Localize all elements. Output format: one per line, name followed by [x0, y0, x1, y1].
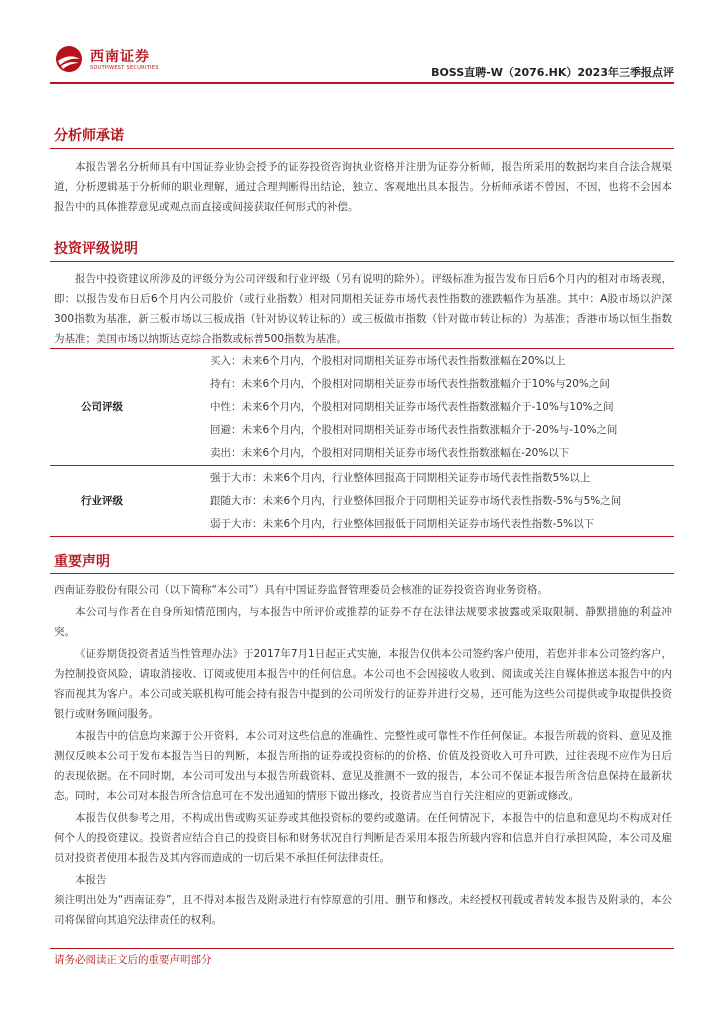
page-header — [50, 38, 674, 82]
document-title: BOSS直聘-W（2076.HK）2023年三季报点评 — [431, 66, 674, 79]
disclaimer-paragraph: 本报告中的信息均来源于公开资料，本公司对这些信息的准确性、完整性或可靠性不作任何保证。本报告所载的资料、意见及推测仅反映本公司于发布本报告当日的判断，本报告所指的证券或投资标的的价格、价值及投资收入可升可跌，过往表现不应作为日后的表现依据。在不同时期，本公司可发出与本报告所载资料、意见及推测不一致的报告，本公司不保证本报告所含信息保持在最新状态。同时，本公司对本报告所含信息可在不发出通知的情形下做出修改，投资者应当自行关注相应的更新或修改。 — [54, 730, 672, 802]
analyst-section-divider — [50, 148, 674, 149]
disclaimer-paragraph-heading: 本报告 — [75, 874, 107, 886]
disclaimer-body — [54, 580, 672, 930]
industry-rating-item: 强于大市：未来6个月内，行业整体回报高于同期相关证券市场代表性指数5%以上 — [210, 472, 591, 484]
company-rating-item: 回避：未来6个月内，个股相对同期相关证券市场代表性指数涨幅介于-20%与-10%之间 — [210, 424, 618, 436]
disclaimer-paragraph: 《证券期货投资者适当性管理办法》于2017年7月1日起正式实施，本报告仅供本公司签约客户使用，若您并非本公司签约客户，为控制投资风险，请取消接收、订阅或使用本报告中的任何信息。本公司也不会因接收人收到、阅读或关注自媒体推送本报告中的内容而视其为客户。本公司或关联机构可能会持有报告中提到的公司所发行的证券并进行交易，还可能为这些公司提供或争取提供投资银行或财务顾问服务。 — [54, 648, 672, 720]
disclaimer-section-title: 重要声明 — [54, 554, 110, 570]
rating-text: 报告中投资建议所涉及的评级分为公司评级和行业评级（另有说明的除外）。评级标准为报告发布日后6个月内的相对市场表现，即：以报告发布日后6个月内公司股价（或行业指数）相对同期相关证券市场代表性指数的涨跌幅作为基准。其中：A股市场以沪深300指数为基准，新三板市场以三板成指（针对协议转让标的）或三板做市指数（针对做市转让标的）为基准；香港市场以恒生指数为基准；美国市场以纳斯达克综合指数或标普500指数为基准。 — [54, 273, 672, 345]
company-rating-item: 中性：未来6个月内，个股相对同期相关证券市场代表性指数涨幅介于-10%与10%之间 — [210, 401, 614, 413]
rating-section-divider — [50, 261, 674, 262]
table-row — [50, 349, 674, 372]
company-rating-table — [50, 349, 674, 464]
company-rating-item: 卖出：未来6个月内，个股相对同期相关证券市场代表性指数涨幅在-20%以下 — [210, 447, 570, 459]
header-divider — [50, 82, 674, 84]
analyst-text: 本报告署名分析师具有中国证券业协会授予的证券投资咨询执业资格并注册为证券分析师，报告所采用的数据均来自合法合规渠道，分析逻辑基于分析师的职业理解，通过合理判断得出结论，独立、客观地出具本报告。分析师承诺不曾因，不因，也将不会因本报告中的具体推荐意见或观点而直接或间接获取任何形式的补偿。 — [54, 161, 672, 213]
disclaimer-paragraph: 本报告仅供参考之用，不构成出售或购买证券或其他投资标的要约或邀请。在任何情况下，本报告中的信息和意见均不构成对任何个人的投资建议。投资者应结合自己的投资目标和财务状况自行判断是否采用本报告所载内容和信息并自行承担风险，本公司及雇员对投资者使用本报告及其内容而造成的一切后果不承担任何法律责任。 — [54, 812, 672, 864]
industry-rating-item: 弱于大市：未来6个月内，行业整体回报低于同期相关证券市场代表性指数-5%以下 — [210, 518, 595, 530]
industry-rating-label: 行业评级 — [81, 495, 123, 507]
footer-notice: 请务必阅读正文后的重要声明部分 — [54, 954, 212, 966]
footer-divider — [50, 948, 674, 949]
logo-text-en: SOUTHWEST SECURITIES — [90, 65, 159, 71]
rating-table-bottom-rule — [50, 536, 674, 537]
logo-text-cn: 西南证券 — [90, 49, 150, 65]
disclaimer-section-divider — [50, 573, 674, 574]
rating-paragraph — [54, 269, 672, 349]
disclaimer-paragraph: 西南证券股份有限公司（以下简称“本公司”）具有中国证券监督管理委员会核准的证券投资咨询业务资格。 — [54, 584, 548, 596]
rating-section-title: 投资评级说明 — [54, 241, 138, 257]
industry-rating-item: 跟随大市：未来6个月内，行业整体回报介于同期相关证券市场代表性指数-5%与5%之间 — [210, 495, 622, 507]
company-logo — [54, 44, 164, 74]
table-row — [50, 466, 674, 489]
disclaimer-paragraph: 须注明出处为“西南证券”，且不得对本报告及附录进行有悖原意的引用、删节和修改。未经授权刊载或者转发本报告及附录的，本公司将保留向其追究法律责任的权利。 — [54, 894, 672, 926]
company-rating-label: 公司评级 — [81, 401, 123, 413]
analyst-paragraph — [54, 157, 672, 217]
logo-mark-icon — [54, 44, 84, 74]
disclaimer-paragraph: 本公司与作者在自身所知情范围内，与本报告中所评价或推荐的证券不存在法律法规要求披露或采取限制、静默措施的利益冲突。 — [54, 606, 672, 638]
analyst-section-title: 分析师承诺 — [54, 128, 124, 144]
company-rating-item: 买入：未来6个月内，个股相对同期相关证券市场代表性指数涨幅在20%以上 — [210, 355, 566, 367]
company-rating-item: 持有：未来6个月内，个股相对同期相关证券市场代表性指数涨幅介于10%与20%之间 — [210, 378, 610, 390]
industry-rating-table — [50, 466, 674, 535]
